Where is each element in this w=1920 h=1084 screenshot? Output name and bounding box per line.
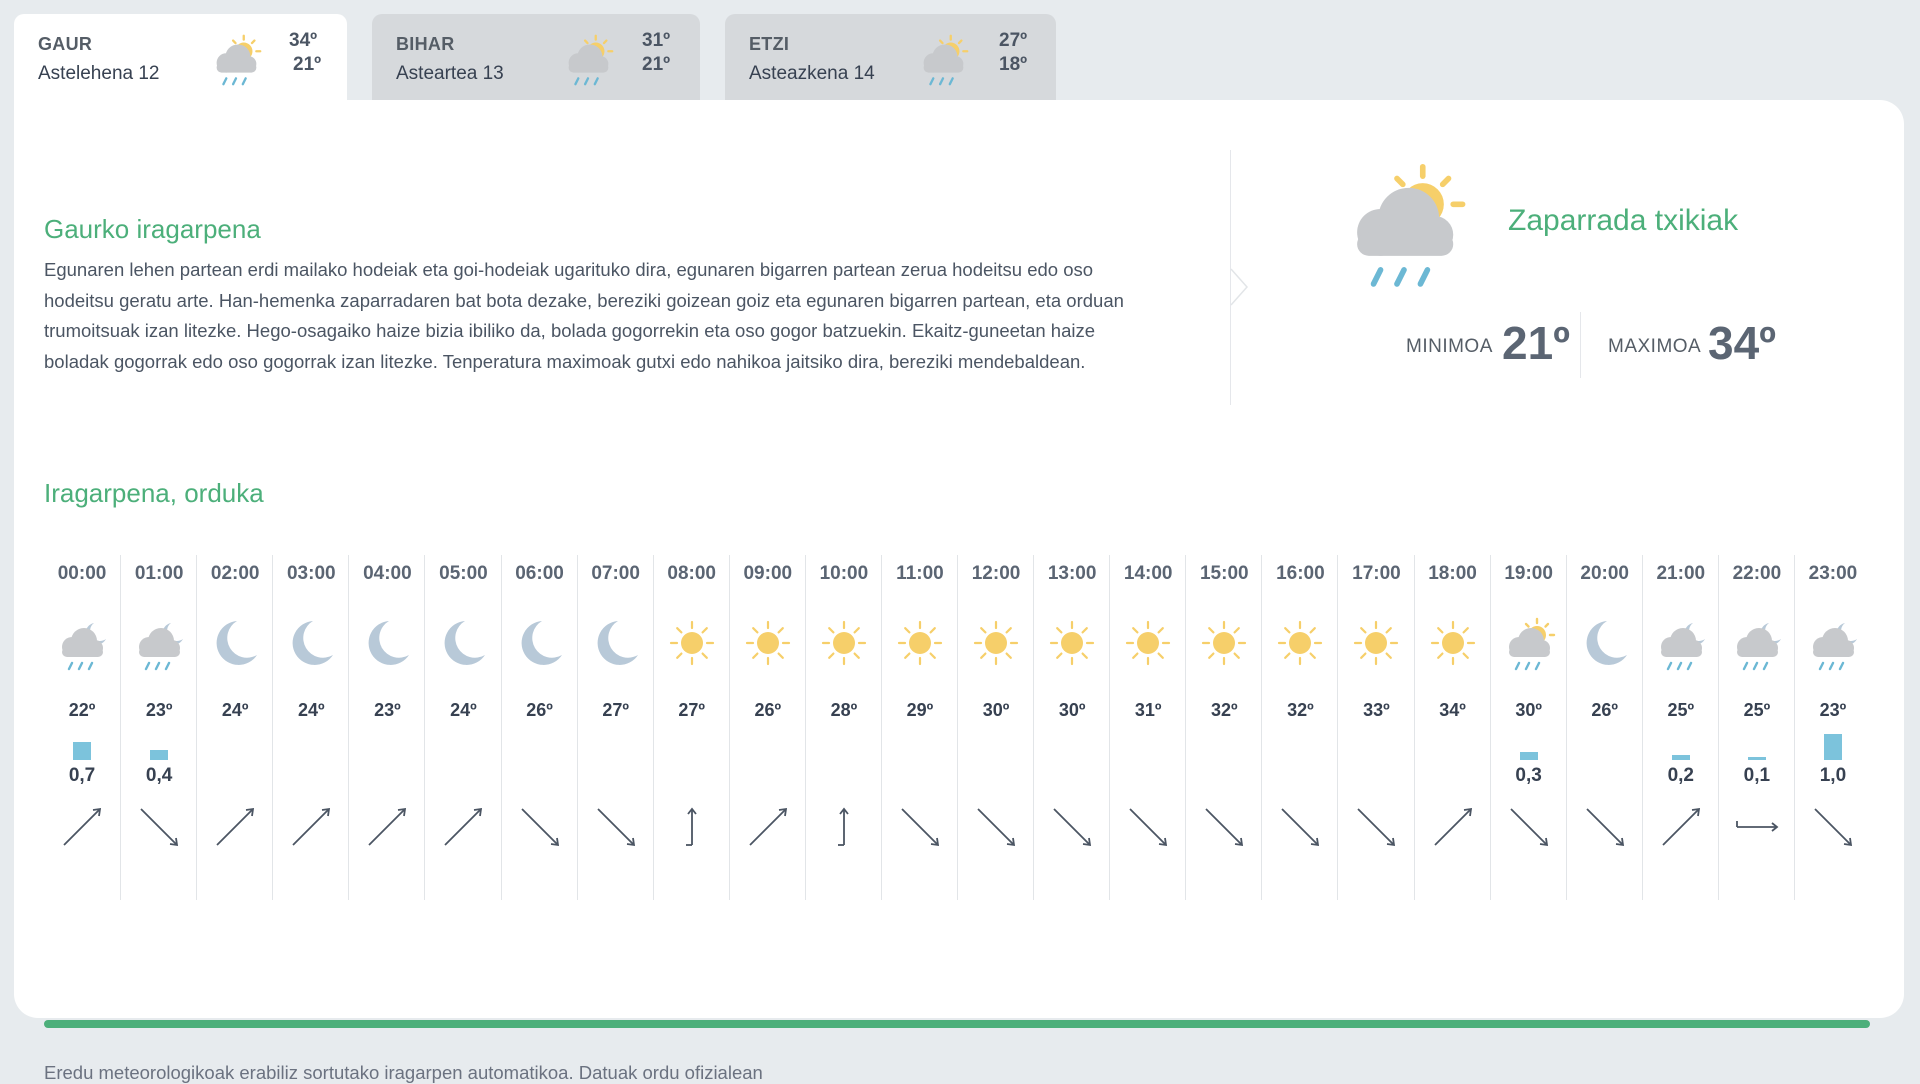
tab-date: Asteartea 13 [396, 63, 504, 84]
hour-label: 11:00 [896, 563, 944, 584]
moon-cloud-rain-icon [1725, 611, 1789, 675]
tab-min-temp: 21º [642, 54, 671, 75]
hour-column [1490, 555, 1567, 900]
sun-icon [1421, 611, 1485, 675]
wind-arrow-icon [894, 801, 946, 853]
hour-column [653, 555, 730, 900]
hour-column [272, 555, 349, 900]
hour-label: 06:00 [515, 563, 564, 584]
hour-label: 03:00 [286, 563, 336, 584]
moon-cloud-rain-icon [50, 611, 114, 675]
wind-arrow-icon [133, 801, 185, 853]
hour-column [1033, 555, 1110, 900]
rain-bar [1748, 757, 1766, 760]
wind-arrow-icon [56, 801, 108, 853]
tab-max-temp: 27º [999, 30, 1028, 51]
moon-icon [279, 611, 343, 675]
moon-icon [431, 611, 495, 675]
rain-amount: 0,2 [1667, 765, 1694, 786]
sun-icon [1192, 611, 1256, 675]
wind-arrow-icon [818, 801, 870, 853]
hourly-title: Iragarpena, orduka [44, 478, 264, 508]
hour-label: 19:00 [1504, 563, 1553, 584]
tab-day-name: GAUR [38, 34, 93, 54]
moon-icon [584, 611, 648, 675]
hour-label: 00:00 [57, 563, 107, 584]
hour-label: 08:00 [667, 563, 716, 584]
tab-date: Astelehena 12 [38, 63, 160, 84]
rain-bar [1824, 734, 1842, 760]
wind-arrow-icon [742, 801, 794, 853]
rain-bar [73, 742, 91, 760]
rain-amount: 0,3 [1515, 765, 1542, 786]
hour-label: 04:00 [363, 563, 412, 584]
moon-cloud-rain-icon [1649, 611, 1713, 675]
hour-column [44, 555, 120, 900]
wind-arrow-icon [1046, 801, 1098, 853]
hour-label: 17:00 [1352, 563, 1401, 584]
hour-column [501, 555, 578, 900]
hour-column [805, 555, 882, 900]
rain-amount: 1,0 [1819, 765, 1847, 786]
hour-column [577, 555, 654, 900]
hour-temp: 23º [1819, 700, 1847, 720]
hour-column [1794, 555, 1871, 900]
moon-cloud-rain-icon [1801, 611, 1865, 675]
hour-temp: 29º [906, 700, 934, 720]
hour-temp: 33º [1363, 700, 1390, 720]
hour-temp: 28º [830, 700, 858, 720]
sun-cloud-rain-icon [204, 28, 268, 90]
hour-temp: 30º [1515, 700, 1542, 720]
hour-temp: 24º [221, 700, 249, 720]
wind-arrow-icon [1427, 801, 1479, 853]
hour-temp: 24º [297, 700, 325, 720]
tab-min-temp: 18º [999, 54, 1028, 75]
moon-icon [1573, 611, 1637, 675]
wind-arrow-icon [666, 801, 718, 853]
hour-label: 09:00 [743, 563, 793, 584]
sun-icon [736, 611, 800, 675]
hour-label: 05:00 [439, 563, 488, 584]
hour-column [120, 555, 197, 900]
sun-icon [812, 611, 876, 675]
wind-arrow-icon [285, 801, 337, 853]
hour-column [1261, 555, 1338, 900]
hour-column [957, 555, 1034, 900]
wind-arrow-icon [1731, 801, 1783, 853]
summary-title: Gaurko iragarpena [44, 214, 261, 244]
timeline-bar [44, 1020, 1870, 1028]
sun-cloud-rain-icon [1497, 611, 1561, 675]
hour-label: 22:00 [1732, 563, 1782, 584]
hour-column [1642, 555, 1719, 900]
wind-arrow-icon [1122, 801, 1174, 853]
moon-cloud-rain-icon [127, 611, 191, 675]
hour-column [1566, 555, 1643, 900]
hour-temp: 25º [1743, 700, 1771, 720]
tab-date: Asteazkena 14 [749, 63, 875, 84]
hour-column [1185, 555, 1262, 900]
chevron-right-icon [1230, 268, 1248, 306]
min-temp-value: 21º [1502, 317, 1570, 369]
wind-arrow-icon [514, 801, 566, 853]
hour-label: 18:00 [1428, 563, 1477, 584]
hour-temp: 25º [1667, 700, 1695, 720]
wind-arrow-icon [209, 801, 261, 853]
hour-column [881, 555, 958, 900]
sun-icon [1344, 611, 1408, 675]
sun-cloud-rain-icon [556, 28, 620, 90]
wind-arrow-icon [1198, 801, 1250, 853]
hour-label: 02:00 [210, 563, 260, 584]
hour-column [348, 555, 425, 900]
divider [1580, 312, 1581, 378]
moon-icon [203, 611, 267, 675]
sun-cloud-rain-icon [1324, 148, 1484, 298]
sun-icon [660, 611, 724, 675]
rain-amount: 0,7 [68, 765, 96, 786]
hour-temp: 30º [982, 700, 1010, 720]
hour-column [729, 555, 806, 900]
hour-temp: 23º [145, 700, 173, 720]
footnote: Eredu meteorologikoak erabiliz sortutako iragarpen automatikoa. Datuak ordu ofizialean [44, 1062, 763, 1083]
hour-temp: 27º [678, 700, 705, 720]
hour-temp: 34º [1439, 700, 1466, 720]
moon-icon [508, 611, 572, 675]
hour-column [424, 555, 501, 900]
forecast-panel [14, 100, 1904, 1083]
moon-icon [355, 611, 419, 675]
hour-label: 15:00 [1199, 563, 1249, 584]
hour-label: 01:00 [134, 563, 184, 584]
hour-label: 14:00 [1123, 563, 1173, 584]
sun-cloud-rain-icon [911, 28, 975, 90]
tab-etzi[interactable] [725, 14, 1056, 100]
tab-bihar[interactable] [372, 14, 700, 100]
hour-temp: 24º [450, 700, 477, 720]
hour-temp: 26º [526, 700, 553, 720]
tab-day-name: ETZI [749, 34, 790, 54]
rain-bar [150, 750, 168, 760]
hour-temp: 32º [1287, 700, 1314, 720]
sun-icon [1040, 611, 1104, 675]
wind-arrow-icon [361, 801, 413, 853]
hour-temp: 22º [68, 700, 96, 720]
hour-temp: 31º [1134, 700, 1162, 720]
max-temp-value: 34º [1708, 317, 1776, 369]
hour-label: 13:00 [1047, 563, 1097, 584]
wind-arrow-icon [590, 801, 642, 853]
wind-arrow-icon [1503, 801, 1555, 853]
rain-amount: 0,4 [145, 765, 173, 786]
hour-column [196, 555, 273, 900]
rain-bar [1672, 755, 1690, 760]
hour-temp: 23º [374, 700, 401, 720]
tab-gaur[interactable] [14, 14, 347, 100]
hour-temp: 26º [1591, 700, 1618, 720]
rain-amount: 0,1 [1743, 765, 1771, 786]
hour-column [1718, 555, 1795, 900]
hour-label: 12:00 [971, 563, 1021, 584]
hour-label: 16:00 [1276, 563, 1325, 584]
wind-arrow-icon [1579, 801, 1631, 853]
hour-temp: 32º [1210, 700, 1238, 720]
hour-temp: 30º [1058, 700, 1086, 720]
wind-arrow-icon [970, 801, 1022, 853]
condition-label: Zaparrada txikiak [1508, 204, 1739, 237]
summary-text: Egunaren lehen partean erdi mailako hodeiak eta goi-hodeiak ugarituko dira, egunaren bigarren partean zerua hodeitsu edo oso hodeitsu geratu arte. Han-hemenka zaparradaren bat bota dezake, bereziki goizean goiz eta egunaren bigarren partean, eta orduan trumoitsuak izan litezke. Hego-osagaiko haize bizia ibiliko da, bolada gogorrekin eta oso gogor batzuekin. Ekaitz-guneetan haize boladak gogorrak edo oso gogorrak izan litezke. Tenperatura maximoak gutxi edo nahikoa jaitsiko dira, bereziki mendebaldean. [44, 259, 1124, 372]
hour-temp: 27º [602, 700, 629, 720]
wind-arrow-icon [437, 801, 489, 853]
wind-arrow-icon [1274, 801, 1326, 853]
hour-label: 21:00 [1656, 563, 1706, 584]
min-temp-label: MINIMOA [1406, 336, 1493, 357]
tab-max-temp: 34º [289, 30, 318, 51]
hour-column [1109, 555, 1186, 900]
sun-icon [1268, 611, 1332, 675]
tab-max-temp: 31º [642, 30, 671, 51]
wind-arrow-icon [1807, 801, 1859, 853]
sun-icon [964, 611, 1028, 675]
sun-icon [1116, 611, 1180, 675]
hourly-forecast [44, 555, 1884, 1005]
tab-day-name: BIHAR [396, 34, 455, 54]
wind-arrow-icon [1350, 801, 1402, 853]
sun-icon [888, 611, 952, 675]
rain-bar [1520, 752, 1538, 760]
hour-label: 07:00 [591, 563, 640, 584]
wind-arrow-icon [1655, 801, 1707, 853]
hour-label: 10:00 [819, 563, 869, 584]
tab-min-temp: 21º [293, 54, 322, 75]
hour-column [1414, 555, 1491, 900]
hour-label: 23:00 [1808, 563, 1858, 584]
max-temp-label: MAXIMOA [1608, 336, 1702, 357]
hour-temp: 26º [754, 700, 782, 720]
hour-label: 20:00 [1580, 563, 1629, 584]
hour-column [1337, 555, 1414, 900]
